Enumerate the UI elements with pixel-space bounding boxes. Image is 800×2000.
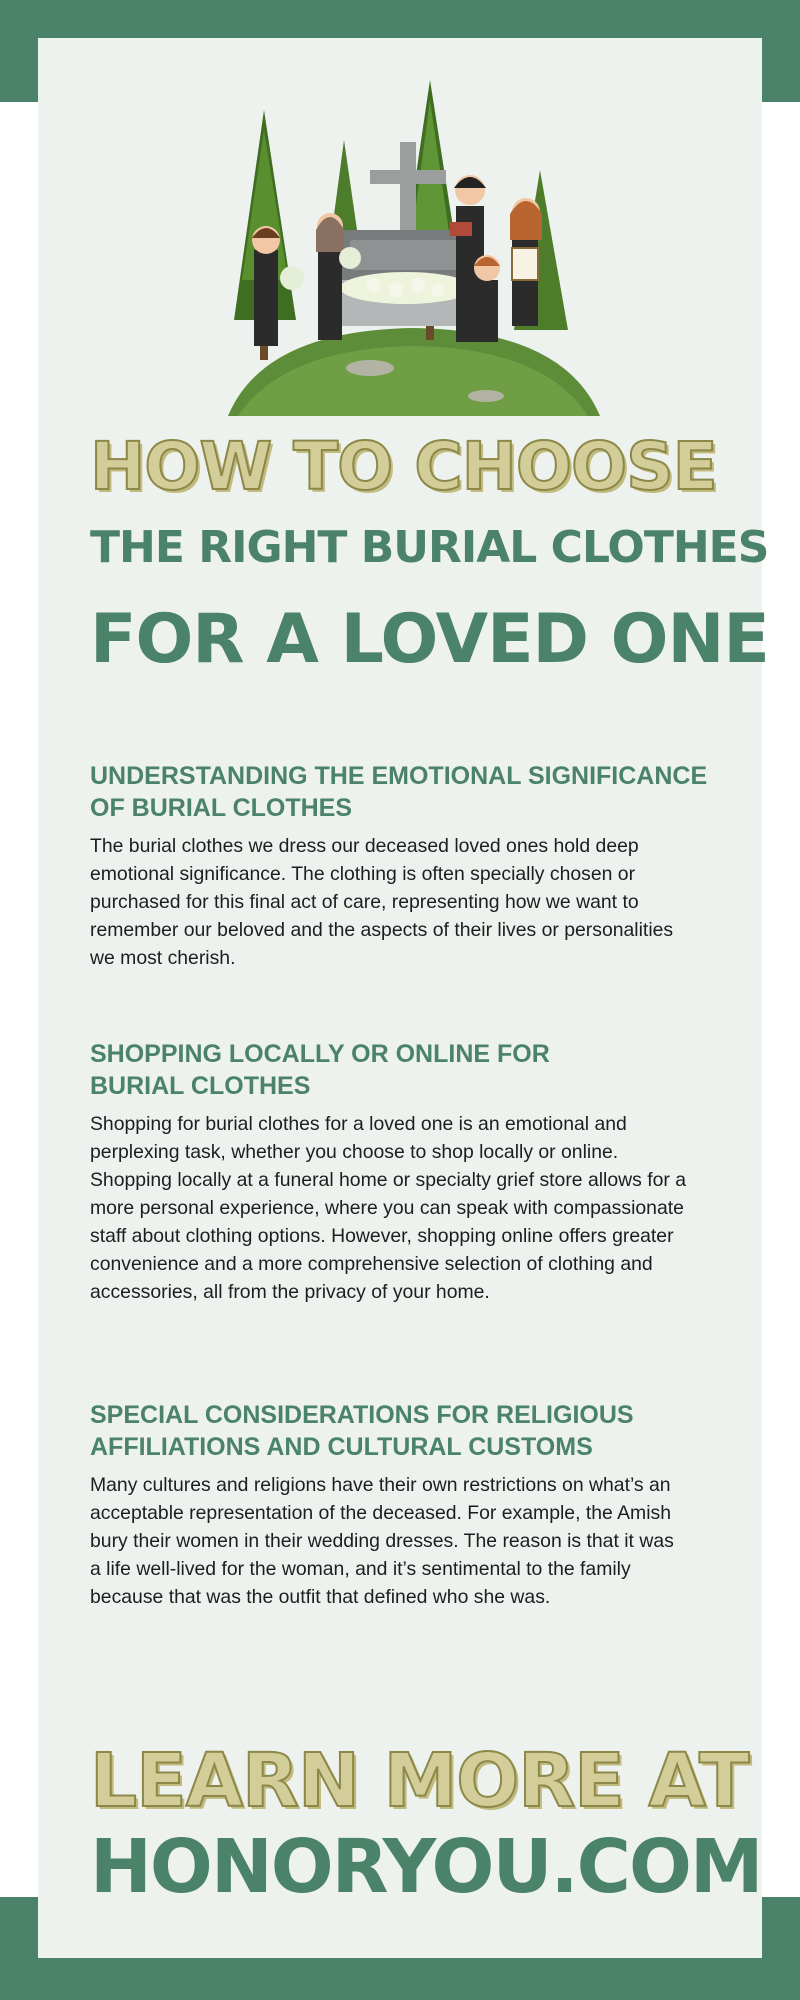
section-2-body: Shopping for burial clothes for a loved one is an emotional and perplexing task, whether you choose to shop locally or online. Shopping locally at a funeral home or specialty grief store allows for a more personal experience, where you can speak with compassionate staff about clothing options. However, shopping online offers greater convenience and a more comprehensive selection of clothing and accessories, all from the privacy of your home.	[90, 1113, 687, 1303]
content-panel	[38, 38, 769, 1958]
section-1-body: The burial clothes we dress our deceased loved ones hold deep emotional significance. The clothing is often specially chosen or purchased for this final act of care, representing how we want to remember our beloved and the aspects of their lives or personalities we most cherish.	[90, 835, 674, 969]
cta-line-1: LEARN MORE AT	[90, 1738, 749, 1824]
cta-website: HONORYOU.COM	[90, 1824, 762, 1910]
top-right-border	[762, 0, 800, 102]
section-3-body: Many cultures and religions have their own restrictions on what’s an acceptable representation of the deceased. For example, the Amish bury their women in their wedding dresses. The reason is that it was a life well-lived for the woman, and it’s sentimental to the family because that was the outfit that defined who she was.	[90, 1474, 674, 1608]
section-2-heading: SHOPPING LOCALLY OR ONLINE FOR BURIAL CLOTHES	[90, 1040, 550, 1100]
title-line-2: THE RIGHT BURIAL CLOTHES	[90, 522, 769, 573]
top-border	[0, 0, 800, 38]
title-line-1: HOW TO CHOOSE	[90, 428, 717, 505]
bottom-border	[0, 1958, 800, 2000]
top-left-border	[0, 0, 38, 102]
bottom-left-border	[0, 1897, 38, 2000]
title-line-3: FOR A LOVED ONE	[90, 600, 769, 679]
family-at-graveside-illustration	[224, 80, 604, 420]
section-1-heading: UNDERSTANDING THE EMOTIONAL SIGNIFICANCE OF BURIAL CLOTHES	[90, 762, 708, 822]
bottom-right-border	[762, 1897, 800, 2000]
section-3-heading: SPECIAL CONSIDERATIONS FOR RELIGIOUS AFFILIATIONS AND CULTURAL CUSTOMS	[90, 1401, 634, 1461]
